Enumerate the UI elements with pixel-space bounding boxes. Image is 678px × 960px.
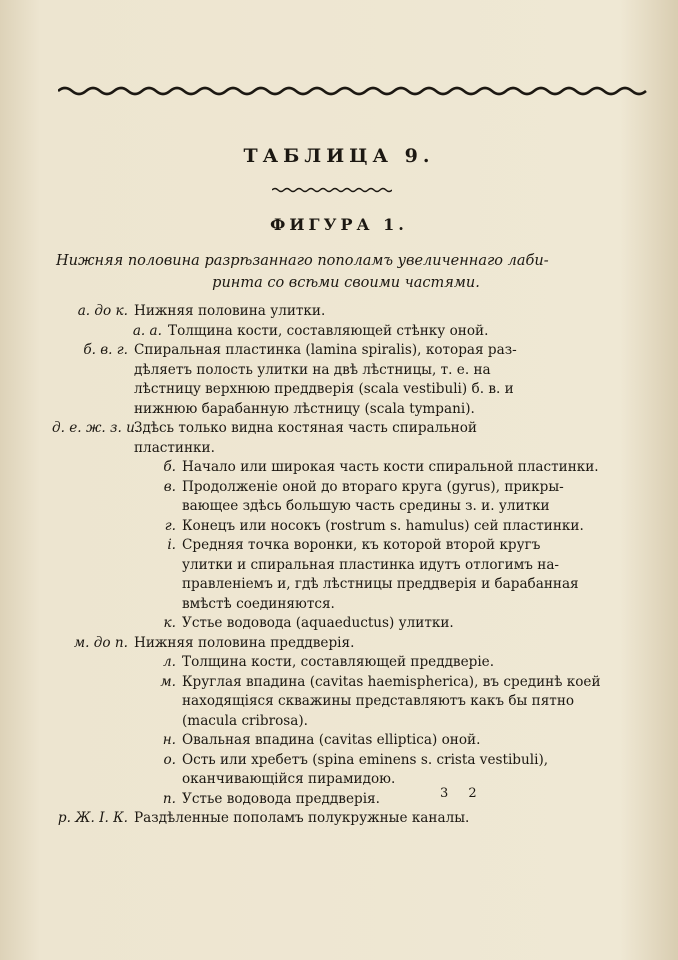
entry-key: к. (163, 615, 176, 631)
legend-entry (52, 478, 642, 517)
entry-key: м. (160, 673, 176, 690)
entry-text: Средняя точка воронки, къ которой второй кругъ улитки и спиральная пластинка идутъ отлогимъ на- правленіемъ и, гдѣ лѣстницы преддверія и барабанная вмѣстѣ соединяются. (182, 537, 579, 612)
entry-key: і. (167, 537, 176, 553)
entry-key: о. (163, 751, 176, 768)
entry-text: Ость или хребетъ (spina eminens s. crista vestibuli), оканчивающійся пирамидою. (182, 751, 549, 787)
entry-text: Начало или широкая часть кости спиральной пластинки. (182, 459, 599, 475)
entry-key: б. в. г. (83, 342, 128, 358)
legend-entry (52, 731, 642, 751)
page-number: 3 2 (440, 786, 485, 801)
entry-text: Овальная впадина (cavitas elliptica) оной. (182, 732, 481, 748)
legend-entry (52, 322, 642, 342)
legend-entry (52, 751, 642, 790)
legend-entry (52, 419, 642, 458)
entry-text: Конецъ или носокъ (rostrum s. hamulus) сей пластинки. (182, 517, 584, 534)
legend-entry (52, 302, 642, 322)
entry-key: м. до п. (73, 634, 128, 651)
legend-entries (52, 302, 642, 829)
entry-key: б. (163, 459, 176, 475)
legend-entry (52, 614, 642, 634)
entry-text: Здѣсь только видна костяная часть спиральной пластинки. (134, 420, 477, 456)
legend-entry (52, 790, 642, 810)
figure-caption (56, 250, 636, 294)
entry-text: Устье водовода преддверія. (182, 790, 380, 807)
entry-key: а. до к. (77, 303, 128, 319)
entry-text: Нижняя половина улитки. (134, 303, 326, 319)
entry-text: Устье водовода (aquaeductus) улитки. (182, 615, 454, 631)
page-title: ТАБЛИЦА 9. (243, 145, 435, 167)
entry-key: г. (164, 517, 176, 534)
title-ornament-rule (272, 186, 392, 194)
figure-heading: ФИГУРА 1. (270, 215, 408, 234)
entry-text: Продолженіе оной до втораго круга (gyrus), прикры- вающее здѣсь большую часть средины з. и. улитки (182, 478, 564, 514)
entry-text: Круглая впадина (cavitas haemispherica), въ срединѣ коей находящіяся скважины представляютъ какъ бы пятно (macula cribrosa). (182, 673, 601, 729)
legend-entry (52, 673, 642, 732)
legend-entry (52, 653, 642, 673)
legend-entry (52, 517, 642, 537)
caption-line: Нижняя половина разрѣзаннаго пополамъ увеличеннаго лаби- (56, 253, 549, 269)
entry-key: н. (162, 732, 176, 748)
legend-entry (52, 341, 642, 419)
entry-text: Толщина кости, составляющей стѣнку оной. (168, 322, 489, 339)
entry-text: Раздѣленные пополамъ полукружные каналы. (134, 810, 470, 826)
entry-key: п. (162, 790, 176, 807)
legend-entry (52, 809, 642, 829)
entry-text: Нижняя половина преддверія. (134, 634, 355, 651)
legend-entry (52, 458, 642, 478)
entry-text: Спиральная пластинка (lamina spiralis), которая раз- дѣляетъ полость улитки на двѣ лѣстницы, т. е. на лѣстницу верхнюю преддверія (scala vestibuli) б. в. и нижнюю барабанную лѣстницу (scala tympani). (134, 342, 517, 417)
caption-line: ринта со всѣми своими частями. (212, 275, 480, 291)
entry-key: в. (163, 478, 176, 495)
decorative-wavy-rule (58, 84, 648, 98)
entry-key: д. е. ж. з. и. (52, 420, 140, 436)
legend-entry (52, 536, 642, 614)
entry-key: р. Ж. І. К. (57, 810, 128, 826)
entry-key: л. (163, 654, 176, 670)
entry-text: Толщина кости, составляющей преддверіе. (182, 654, 495, 670)
entry-key: а. а. (132, 322, 162, 339)
legend-entry (52, 634, 642, 654)
